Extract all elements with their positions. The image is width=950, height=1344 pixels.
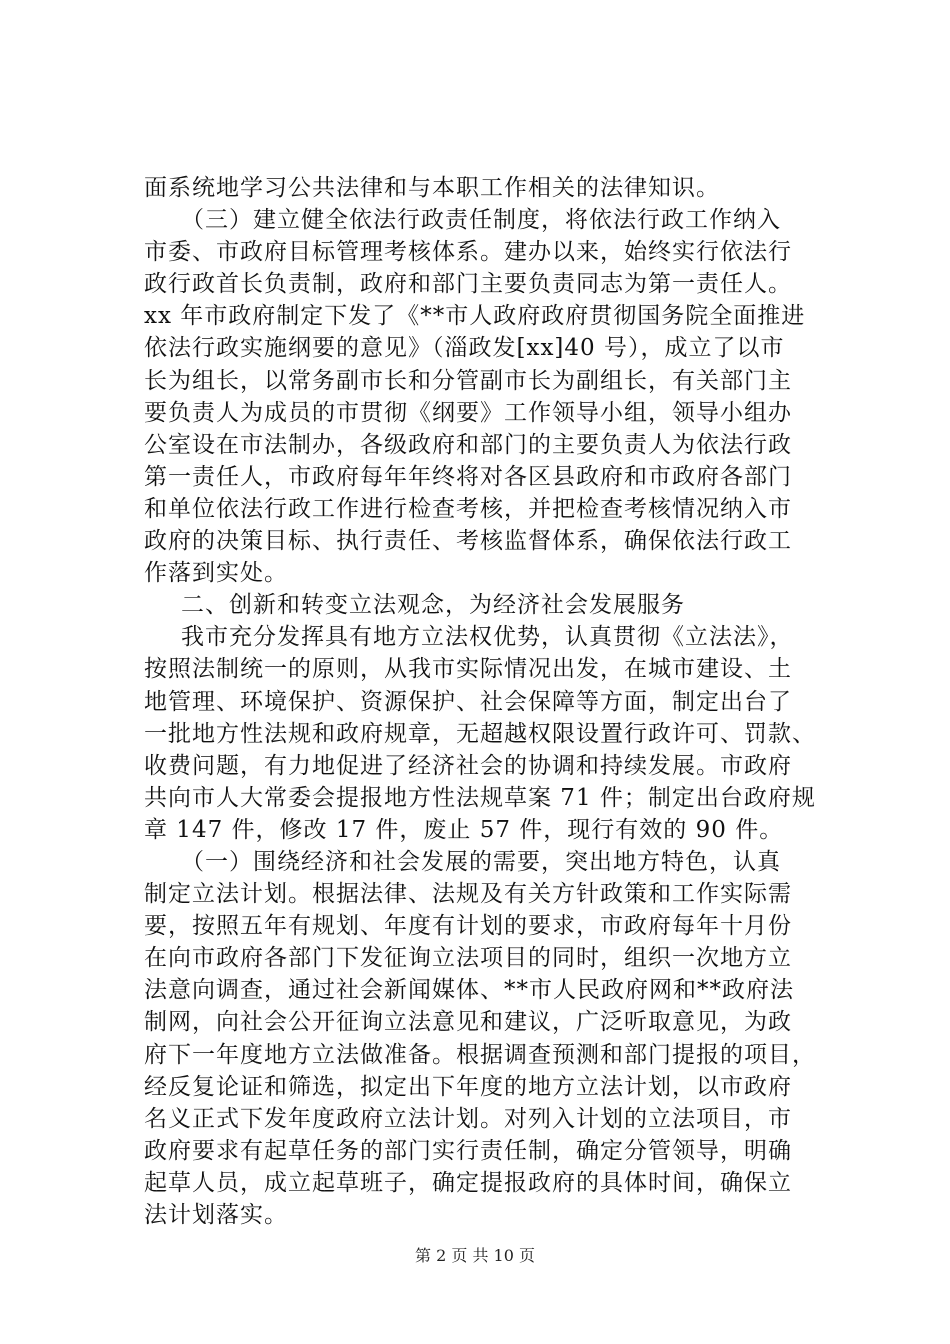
text-line: 收费问题，有力地促进了经济社会的协调和持续发展。市政府 bbox=[144, 752, 792, 779]
text-line: 制网，向社会公开征询立法意见和建议，广泛听取意见，为政 bbox=[144, 1009, 792, 1036]
text-line: 依法行政实施纲要的意见》（淄政发[xx]40 号），成立了以市 bbox=[144, 335, 785, 362]
text-line: 要负责人为成员的市贯彻《纲要》工作领导小组，领导小组办 bbox=[144, 399, 792, 426]
text-line: 按照法制统一的原则，从我市实际情况出发，在城市建设、土 bbox=[144, 656, 792, 683]
text-line: 共向市人大常委会提报地方性法规草案 71 件；制定出台政府规 bbox=[144, 784, 816, 811]
text-line: 制定立法计划。根据法律、法规及有关方针政策和工作实际需 bbox=[144, 881, 792, 908]
text-line: （三）建立健全依法行政责任制度，将依法行政工作纳入 bbox=[181, 207, 781, 234]
text-line: 政府的决策目标、执行责任、考核监督体系，确保依法行政工 bbox=[144, 528, 792, 555]
text-line: 府下一年度地方立法做准备。根据调查预测和部门提报的项目， bbox=[144, 1041, 816, 1068]
text-line: 第一责任人，市政府每年年终将对各区县政府和市政府各部门 bbox=[144, 463, 792, 490]
text-line: 长为组长，以常务副市长和分管副市长为副组长，有关部门主 bbox=[144, 367, 792, 394]
text-line: 章 147 件，修改 17 件，废止 57 件，现行有效的 90 件。 bbox=[144, 816, 784, 843]
document-body bbox=[144, 172, 834, 1231]
text-line: 政行政首长负责制，政府和部门主要负责同志为第一责任人。 bbox=[144, 271, 792, 298]
text-line: 地管理、环境保护、资源保护、社会保障等方面，制定出台了 bbox=[144, 688, 792, 715]
text-line: 经反复论证和筛选，拟定出下年度的地方立法计划，以市政府 bbox=[144, 1073, 792, 1100]
text-line: 市委、市政府目标管理考核体系。建办以来，始终实行依法行 bbox=[144, 239, 792, 266]
text-line: 政府要求有起草任务的部门实行责任制，确定分管领导，明确 bbox=[144, 1137, 792, 1164]
text-line: 公室设在市法制办，各级政府和部门的主要负责人为依法行政 bbox=[144, 431, 792, 458]
text-line: 在向市政府各部门下发征询立法项目的同时，组织一次地方立 bbox=[144, 945, 792, 972]
text-line: 起草人员，成立起草班子，确定提报政府的具体时间，确保立 bbox=[144, 1169, 792, 1196]
text-line: 要，按照五年有规划、年度有计划的要求，市政府每年十月份 bbox=[144, 913, 792, 940]
text-line: 法意向调查，通过社会新闻媒体、**市人民政府网和**政府法 bbox=[144, 977, 794, 1004]
text-line: 作落到实处。 bbox=[144, 560, 288, 587]
text-line: （一）围绕经济和社会发展的需要，突出地方特色，认真 bbox=[181, 848, 781, 875]
text-line: 法计划落实。 bbox=[144, 1202, 288, 1228]
text-line: 和单位依法行政工作进行检查考核，并把检查考核情况纳入市 bbox=[144, 495, 792, 522]
page-number-footer: 第 2 页 共 10 页 bbox=[415, 1246, 535, 1265]
text-line: 我市充分发挥具有地方立法权优势，认真贯彻《立法法》， bbox=[181, 624, 794, 651]
section-heading: 二、创新和转变立法观念，为经济社会发展服务 bbox=[181, 592, 685, 619]
text-line: 面系统地学习公共法律和与本职工作相关的法律知识。 bbox=[144, 175, 720, 201]
text-line: 名义正式下发年度政府立法计划。对列入计划的立法项目，市 bbox=[144, 1105, 792, 1132]
text-line: 一批地方性法规和政府规章，无超越权限设置行政许可、罚款、 bbox=[144, 720, 816, 747]
text-line: xx 年市政府制定下发了《**市人政府政府贯彻国务院全面推进 bbox=[144, 303, 806, 330]
